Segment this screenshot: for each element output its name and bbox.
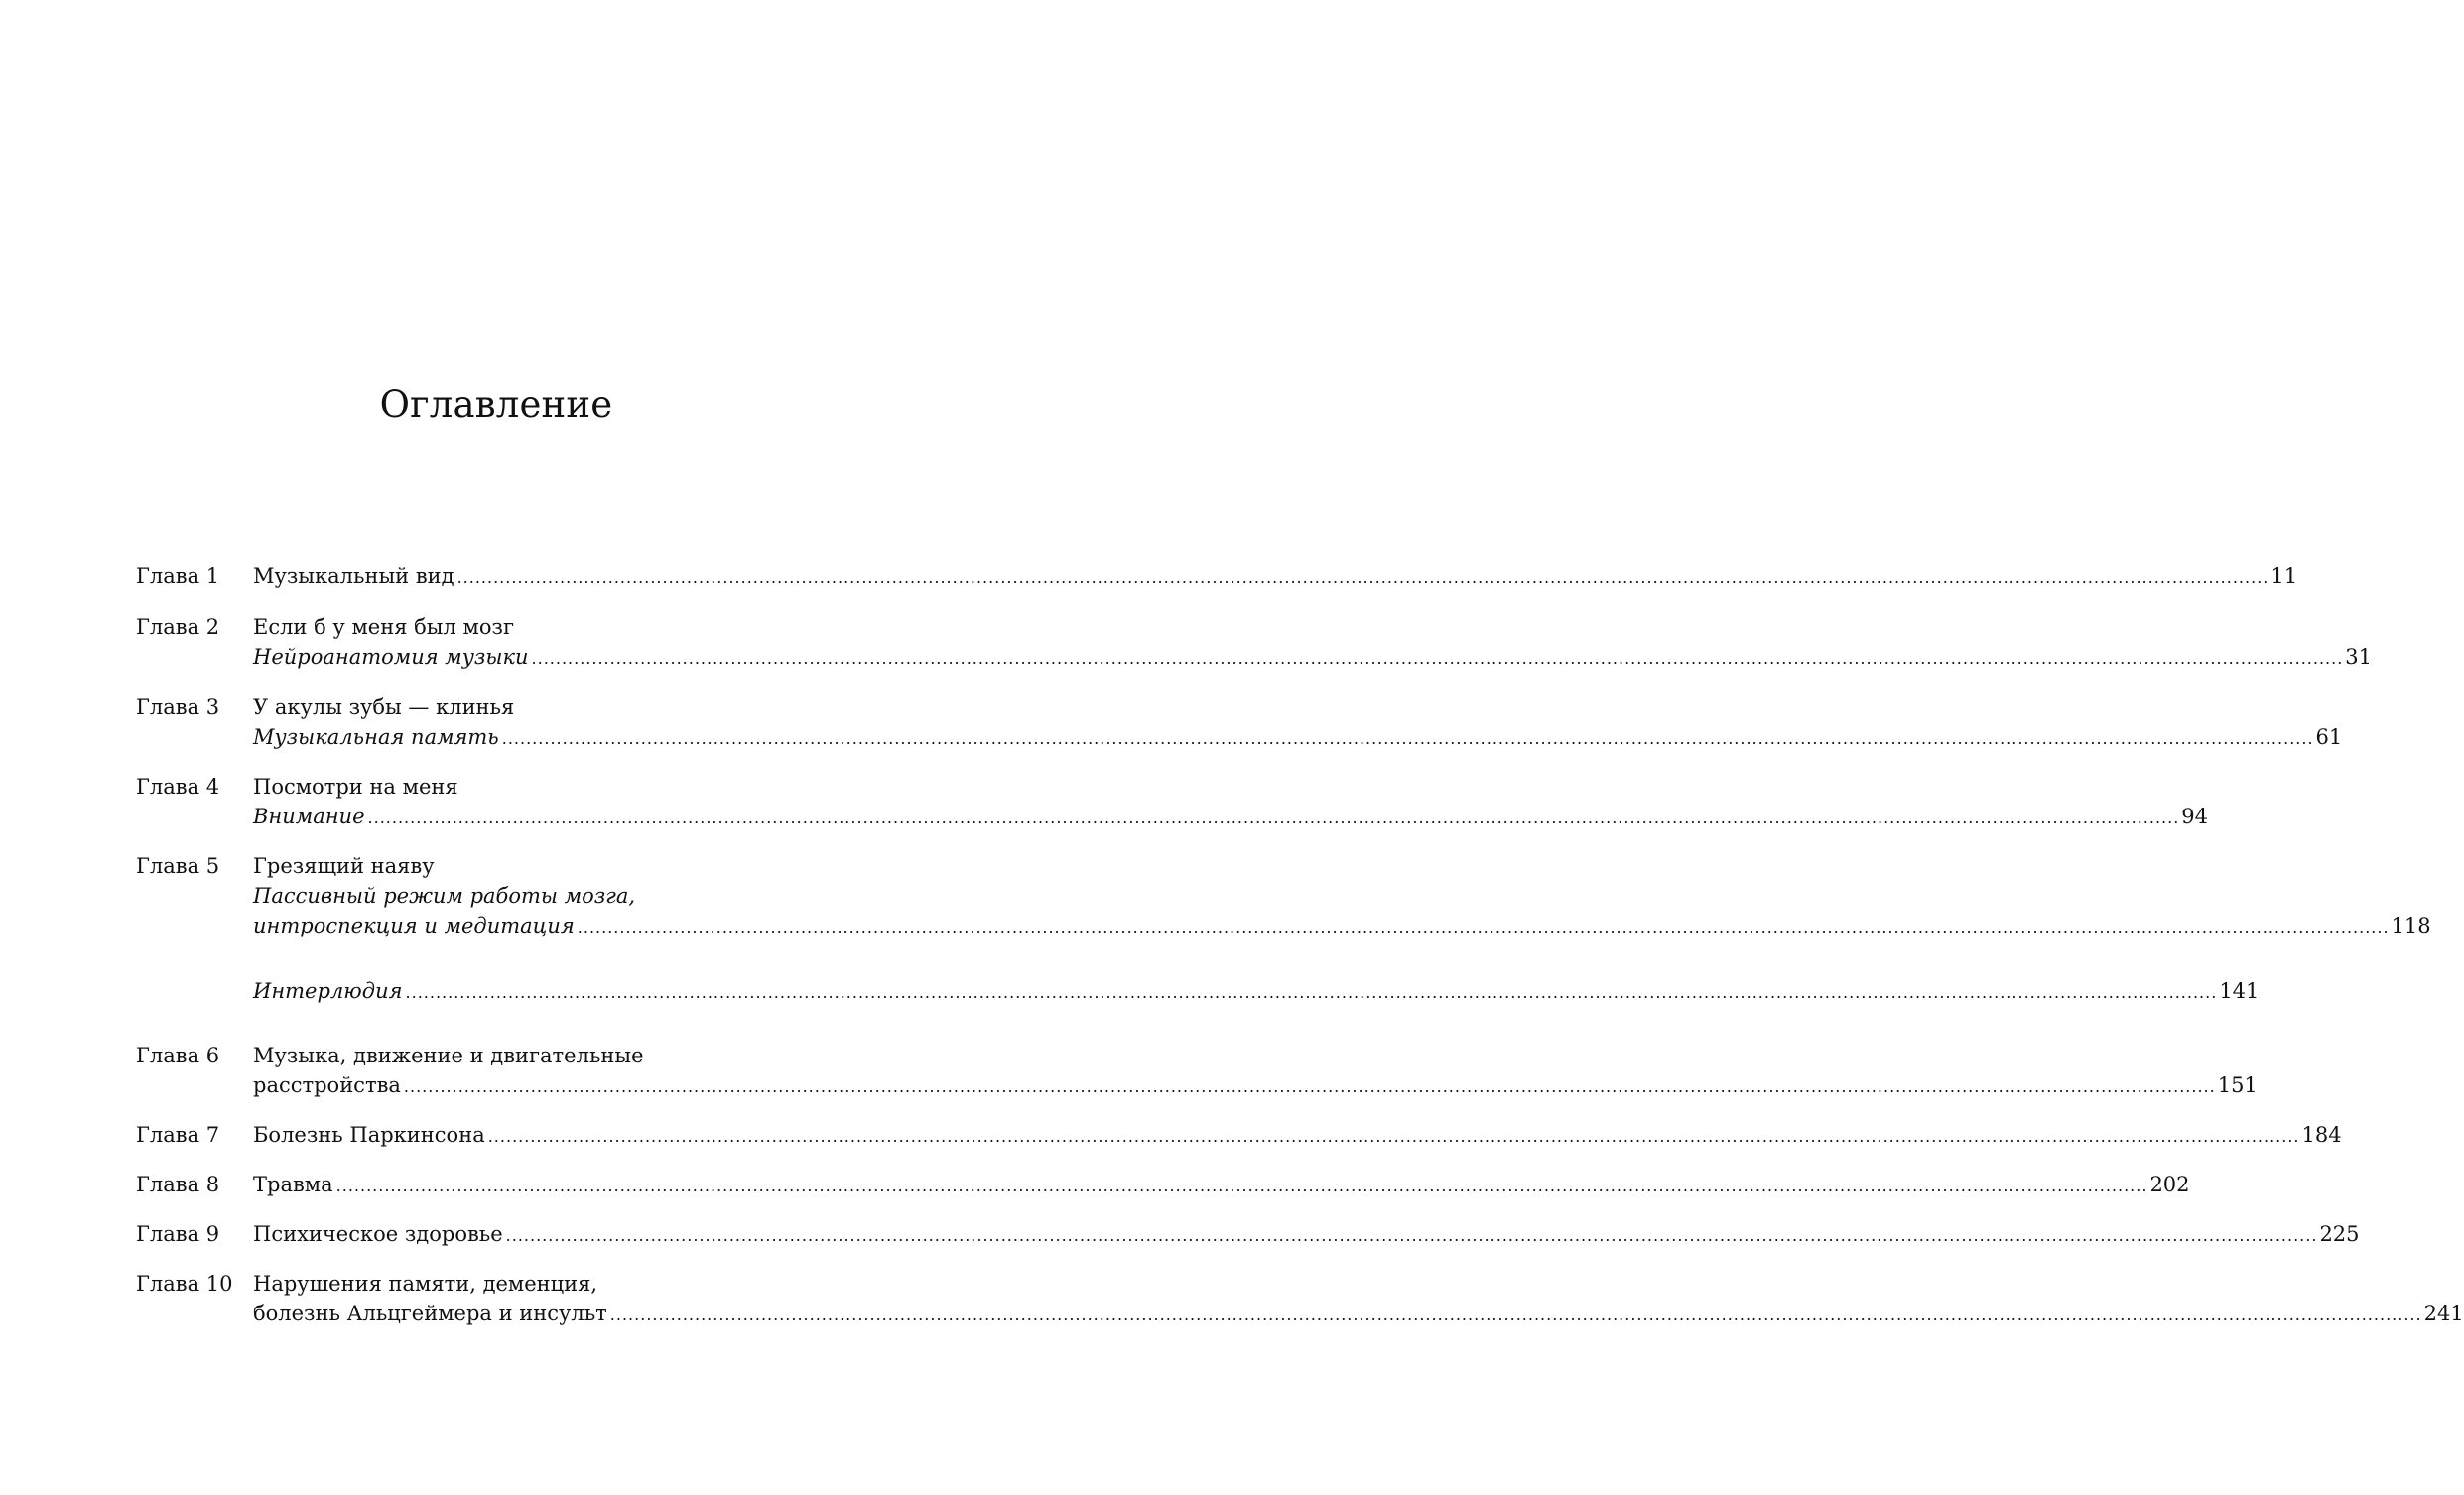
chapter-title-line: Если б у меня был мозг xyxy=(253,615,514,639)
chapter-label: Глава 7 xyxy=(136,1123,220,1147)
page-number: 11 xyxy=(2270,564,2298,588)
chapter-leader-line xyxy=(253,911,2431,942)
chapter-leader-line xyxy=(253,1299,2464,1330)
chapter-title-line: Грезящий наяву xyxy=(253,854,435,878)
chapter-title-text: Болезнь Паркинсона xyxy=(253,1123,485,1147)
dot-leader: ............................................................................................................................................................................................................................................................................................................ xyxy=(501,729,2314,748)
chapter-title-block xyxy=(253,1120,2342,1152)
toc-entry[interactable] xyxy=(136,772,2209,833)
dot-leader: ............................................................................................................................................................................................................................................................................................................ xyxy=(335,1177,2148,1195)
toc-entry[interactable] xyxy=(136,1269,2464,1330)
chapter-label: Глава 5 xyxy=(136,854,220,878)
chapter-title-block xyxy=(253,612,2373,674)
chapter-label: Глава 8 xyxy=(136,1173,220,1196)
dot-leader: ............................................................................................................................................................................................................................................................................................................ xyxy=(456,568,2269,587)
dot-leader: ............................................................................................................................................................................................................................................................................................................ xyxy=(531,649,2344,668)
chapter-leader-line xyxy=(253,1070,2258,1102)
chapter-leader-line xyxy=(253,642,2373,674)
chapter-title-block xyxy=(253,976,2260,1008)
dot-leader: ............................................................................................................................................................................................................................................................................................................ xyxy=(405,983,2218,1002)
toc-entry[interactable] xyxy=(136,692,2343,754)
chapter-label: Глава 9 xyxy=(136,1222,220,1246)
chapter-leader-line xyxy=(253,1120,2342,1152)
page-number: 94 xyxy=(2181,805,2209,828)
dot-leader: ............................................................................................................................................................................................................................................................................................................ xyxy=(505,1226,2318,1245)
chapter-title-block xyxy=(253,1219,2360,1251)
page-number: 61 xyxy=(2315,725,2343,749)
chapter-title-line: Нарушения памяти, деменция, xyxy=(253,1272,598,1296)
chapter-title-text: Музыкальный вид xyxy=(253,564,454,588)
chapter-title-text: Психическое здоровье xyxy=(253,1222,503,1246)
chapter-label: Глава 3 xyxy=(136,695,220,719)
dot-leader: ............................................................................................................................................................................................................................................................................................................ xyxy=(609,1306,2422,1324)
chapter-leader-line xyxy=(253,802,2209,833)
chapter-title-line: Музыка, движение и двигательные xyxy=(253,1044,644,1067)
toc-entry[interactable] xyxy=(136,1041,2258,1102)
toc-entry[interactable] xyxy=(136,1170,2190,1201)
toc-entry[interactable] xyxy=(136,1120,2342,1152)
chapter-leader-line xyxy=(253,976,2260,1008)
page-number: 202 xyxy=(2149,1173,2190,1196)
chapter-title-text: Нейроанатомия музыки xyxy=(253,645,529,669)
chapter-title-block xyxy=(253,772,2209,833)
page-number: 151 xyxy=(2217,1073,2258,1097)
dot-leader: ............................................................................................................................................................................................................................................................................................................ xyxy=(367,809,2180,827)
chapter-title-text: болезнь Альцгеймера и инсульт xyxy=(253,1302,607,1325)
page-number: 184 xyxy=(2301,1123,2342,1147)
dot-leader: ............................................................................................................................................................................................................................................................................................................ xyxy=(577,918,2390,936)
chapter-title-text: Внимание xyxy=(253,805,365,828)
chapter-title-text: Травма xyxy=(253,1173,333,1196)
chapter-title-text: Музыкальная память xyxy=(253,725,499,749)
table-of-contents xyxy=(136,561,2464,1330)
chapter-label: Глава 1 xyxy=(136,564,220,588)
toc-entry[interactable] xyxy=(136,612,2373,674)
page-number: 241 xyxy=(2423,1302,2464,1325)
chapter-label: Глава 4 xyxy=(136,775,220,799)
chapter-title-block xyxy=(253,1041,2258,1102)
chapter-leader-line xyxy=(253,722,2343,754)
page-number: 31 xyxy=(2345,645,2373,669)
chapter-title-line: У акулы зубы — клинья xyxy=(253,695,515,719)
page-number: 118 xyxy=(2391,914,2431,937)
dot-leader: ............................................................................................................................................................................................................................................................................................................ xyxy=(403,1077,2216,1096)
chapter-leader-line xyxy=(253,1170,2190,1201)
toc-entry[interactable] xyxy=(136,976,2260,1008)
chapter-label: Глава 10 xyxy=(136,1272,233,1296)
chapter-leader-line xyxy=(253,561,2298,593)
toc-entry[interactable] xyxy=(136,561,2298,593)
page-number: 141 xyxy=(2219,979,2260,1003)
toc-entry[interactable] xyxy=(136,1219,2360,1251)
chapter-title-block xyxy=(253,692,2343,754)
page-title: Оглавление xyxy=(379,383,613,426)
toc-entry[interactable] xyxy=(136,851,2431,942)
chapter-title-text: интроспекция и медитация xyxy=(253,914,575,937)
dot-leader: ............................................................................................................................................................................................................................................................................................................ xyxy=(487,1127,2300,1146)
chapter-title-text: Интерлюдия xyxy=(253,979,403,1003)
chapter-leader-line xyxy=(253,1219,2360,1251)
chapter-title-line: Посмотри на меня xyxy=(253,775,458,799)
chapter-title-block xyxy=(253,1269,2464,1330)
chapter-title-block xyxy=(253,851,2431,942)
chapter-label: Глава 2 xyxy=(136,615,220,639)
chapter-title-block xyxy=(253,1170,2190,1201)
chapter-title-line: Пассивный режим работы мозга, xyxy=(253,884,636,908)
chapter-label: Глава 6 xyxy=(136,1044,220,1067)
chapter-title-text: расстройства xyxy=(253,1073,401,1097)
page-number: 225 xyxy=(2319,1222,2360,1246)
chapter-title-block xyxy=(253,561,2298,593)
